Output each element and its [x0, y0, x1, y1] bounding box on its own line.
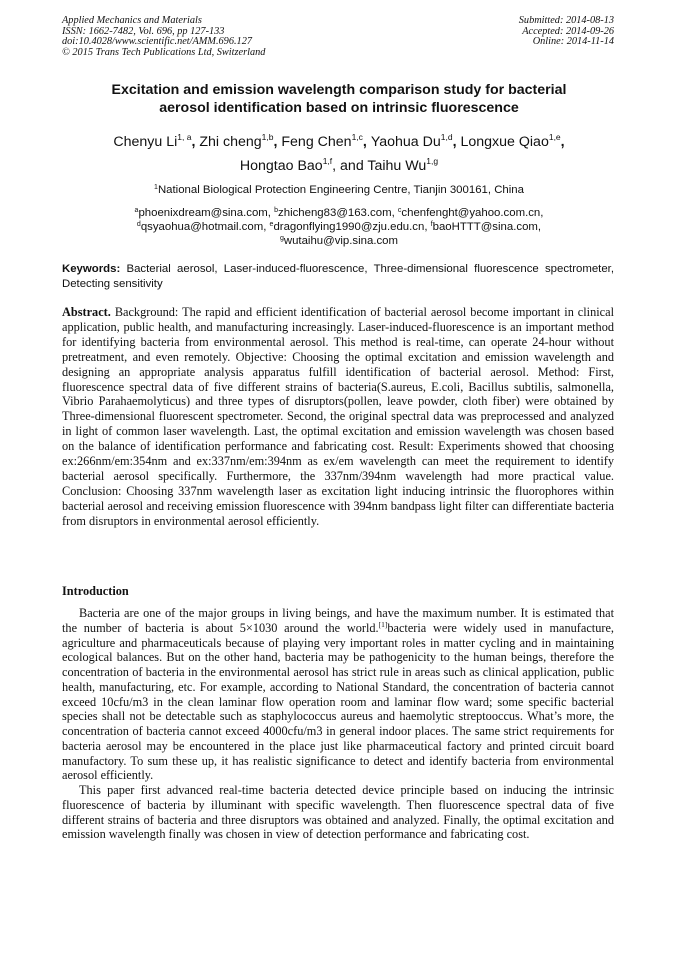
author-name: Taihu Wu [367, 158, 427, 174]
email-line-2 [40, 220, 638, 234]
author-line-2 [40, 154, 638, 178]
date-online: Online: 2014-11-14 [532, 36, 614, 48]
introduction-body [62, 606, 614, 842]
affiliation-text: National Biological Protection Engineering Centre, Tianjin 300161, China [157, 184, 524, 196]
abstract-section [62, 305, 614, 529]
email-separator: , [263, 221, 270, 233]
email-address[interactable]: phoenixdream@sina.com [138, 207, 268, 219]
date-accepted: Accepted: 2014-09-26 [522, 25, 614, 37]
author-affil-mark: 1,f [322, 156, 333, 166]
author-separator: , [560, 134, 565, 150]
email-separator: , [424, 221, 431, 233]
author-separator: , [362, 134, 371, 150]
email-separator: , [537, 221, 542, 233]
publication-dates [519, 16, 614, 48]
journal-copyright: © 2015 Trans Tech Publications Ltd, Switzerland [62, 46, 266, 58]
title-line-1: Excitation and emission wavelength comparison study for bacterial [111, 82, 567, 98]
intro-paragraph-1 [62, 606, 614, 783]
author-affil-mark: 1,e [548, 132, 561, 142]
email-mark: c [397, 207, 402, 214]
date-submitted: Submitted: 2014-08-13 [518, 15, 614, 26]
affiliation [40, 183, 638, 197]
author-affil-mark: 1,g [426, 156, 439, 166]
author-separator: , [273, 134, 282, 150]
email-mark: f [430, 221, 433, 228]
author-separator: , [452, 134, 461, 150]
author-emails [40, 206, 638, 248]
journal-issn: ISSN: 1662-7482, Vol. 696, pp 127-133 [62, 25, 225, 37]
intro-paragraph-2: This paper first advanced real-time bacteria detected device principle based on inducing the intrinsic fluorescence of bacteria by illuminant with specific wavelength. Then fluorescence spectral data of five different strains of bacteria and three disruptors was obtained and analyzed. Finally, the optimal excitation and emission wavelength finally was chosen in view of detection performance and fabricating cost. [62, 783, 614, 842]
keywords-label: Keywords: [62, 263, 121, 275]
email-line-3 [40, 234, 638, 248]
keywords-section [62, 262, 614, 291]
abstract-text: Background: The rapid and efficient identification of bacterial aerosol become important in clinical application, public health, and manufacturing increasingly. Laser-induced-fluorescence is an important method for identifying bacteria from environmental aerosol. This method is real-time, can operate 24-hour without pretreatment, and even remotely. Objective: Choosing the optimal excitation and emission wavelength and designing an appropriate analysis apparatus fulfill identification of bacterial aerosol. Method: First, fluorescence spectral data of five different strains of bacteria(S.aureus, E.coli, Bacillus subtilis, salmonella, Vibrio Parahaemolyticus) and three types of disruptors(pollen, leave powder, cloth fiber) were obtained by Three-dimensional fluorescent spectrometer. Second, the original spectral data was preprocessed and analyzed in light of common laser wavelength. Last, the optimal excitation and emission wavelength was chosen based on the balance of identification performance and fabricating cost. Result: Experiments showed that choosing ex:266nm/em:354nm and ex:337nm/em:394nm as ex/em wavelength can meet the requirement to identify bacterial aerosol specifically. Furthermore, the 337nm/394nm wavelength had more practical value. Conclusion: Choosing 337nm wavelength laser as excitation light inducing intrinsic the fluorophores within bacterial aerosol and receiving emission fluorescence with 394nm bandpass light filter can differentiate bacteria from disruptors in environmental aerosol efficiently. [62, 305, 614, 528]
email-mark: a [134, 207, 139, 214]
email-separator: , [267, 207, 275, 219]
journal-name: Applied Mechanics and Materials [62, 15, 202, 26]
email-address[interactable]: dragonflying1990@zju.edu.cn [273, 221, 425, 233]
email-mark: e [269, 221, 274, 228]
email-mark: g [279, 235, 284, 242]
email-line-1 [40, 206, 638, 220]
email-mark: b [274, 207, 279, 214]
author-line-1 [40, 130, 638, 154]
author-name: Chenyu Li [113, 134, 178, 150]
author-name: Yaohua Du [370, 134, 441, 150]
email-separator: , [391, 207, 398, 219]
email-separator: , [540, 207, 544, 219]
journal-doi: doi:10.4028/www.scientific.net/AMM.696.127 [62, 36, 252, 48]
author-name: Zhi cheng [199, 134, 262, 150]
affiliation-mark: 1 [154, 184, 158, 191]
email-mark: d [136, 221, 141, 228]
journal-info [62, 16, 265, 58]
author-list [40, 130, 638, 178]
author-affil-mark: 1,b [261, 132, 274, 142]
author-name: Feng Chen [281, 134, 352, 150]
author-name: Hongtao Bao [239, 158, 323, 174]
email-address[interactable]: zhicheng83@163.com [278, 207, 392, 219]
intro-text: Bacteria are one of the major groups in living beings, and have the maximum number. It is estimated that the number of bacteria is about 5×1030 around the world. [62, 606, 614, 635]
abstract-label: Abstract. [62, 305, 111, 319]
author-affil-mark: 1,d [440, 132, 453, 142]
introduction-heading: Introduction [62, 584, 129, 598]
title-line-2: aerosol identification based on intrinsic fluorescence [159, 100, 519, 116]
citation-ref[interactable]: [1] [378, 619, 388, 629]
paper-title [40, 81, 638, 117]
author-separator: , and [332, 158, 368, 174]
email-address[interactable]: baoHTTT@sina.com [432, 221, 538, 233]
keywords-text: Bacterial aerosol, Laser-induced-fluorescence, Three-dimensional fluorescence spectrometer, Detecting sensitivity [62, 263, 614, 290]
email-address[interactable]: qsyaohua@hotmail.com [140, 221, 264, 233]
author-affil-mark: 1,c [351, 132, 363, 142]
author-affil-mark: 1, a [177, 132, 192, 142]
email-address[interactable]: wutaihu@vip.sina.com [283, 235, 399, 247]
author-separator: , [191, 134, 200, 150]
email-address[interactable]: chenfenght@yahoo.com.cn [401, 207, 541, 219]
intro-text: bacteria were widely used in manufacture, agriculture and pharmaceuticals because of playing very important roles in matter cycling and in maintaining ecological balances. But on the other hand, bacteria may be pathogenicity to the human beings, therefore the concentration of bacteria in the environmental aerosol has strict rule in areas such as clinical application, public health, manufacturing, etc. For example, according to National Standard, the concentration of bacteria cannot exceed 10cfu/m3 in the clean laminar flow operation room and laminar flow ward; some specific bacterial species shall not be detectable such as staphylococcus aureus and haemolytic streptooccus. What’s more, the concentration of bacteria cannot exceed 4000cfu/m3 in general indoor places. The same strict requirements for bacteria aerosol may be encountered in the place just like pharmaceutical factory and printed circuit board manufactory. To sum these up, it has realistic significance to detect and identify bacteria from environmental aerosol efficiently. [62, 620, 614, 783]
author-name: Longxue Qiao [460, 134, 549, 150]
